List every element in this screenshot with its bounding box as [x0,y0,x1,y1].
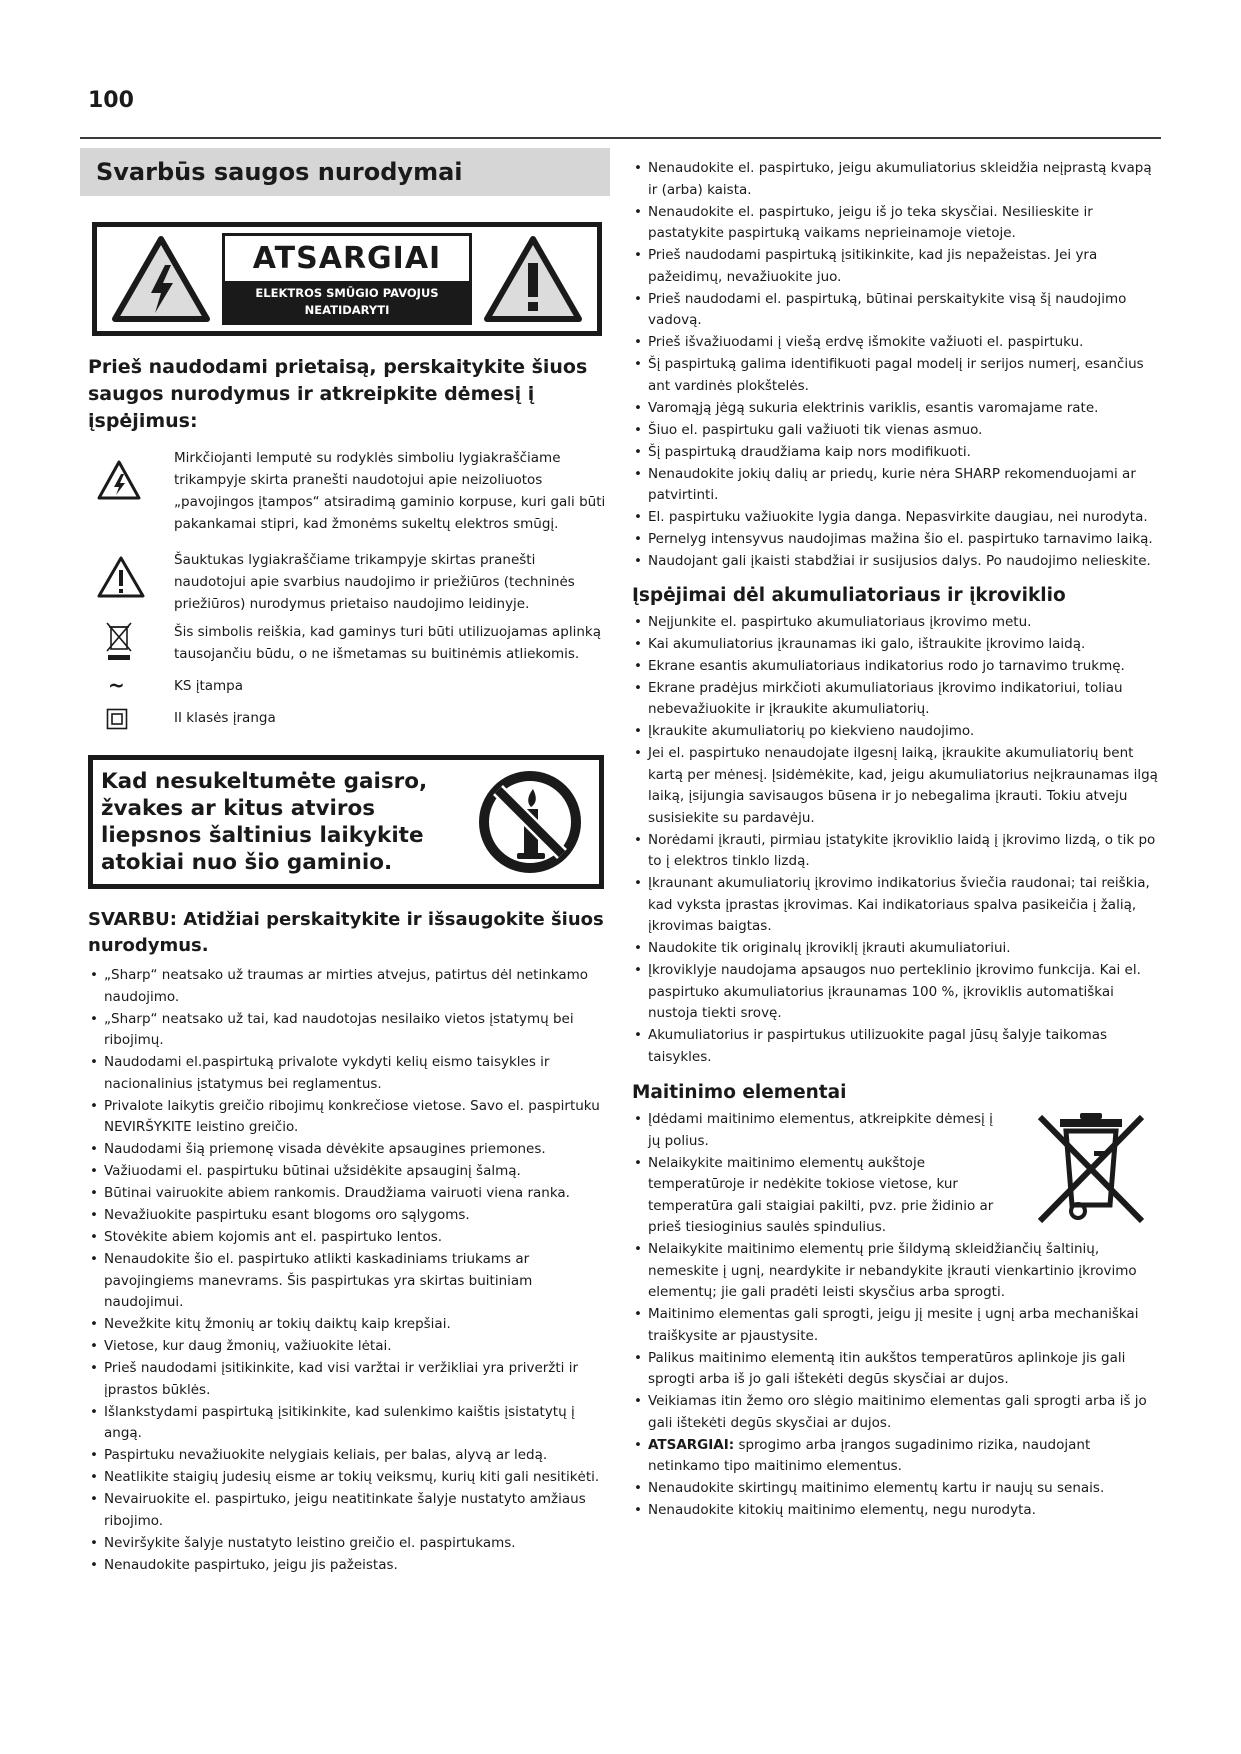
list-item: • Būtinai vairuokite abiem rankomis. Draudžiama vairuoti viena ranka. [88,1183,610,1205]
list-item: • Neatlikite staigių judesių eisme ar tokių veiksmų, kurių kiti gali nesitikėti. [88,1467,610,1489]
crossed-bin-icon [1032,1109,1150,1229]
list-item: • Norėdami įkrauti, pirmiau įstatykite įkroviklio laidą į įkrovimo lizdą, o tik po to į elektros tinklo lizdą. [632,830,1160,873]
list-item: • Palikus maitinimo elementą itin aukštos temperatūros aplinkoje jis gali sprogti arba iš jo gali ištekėti degūs skysčiai ar dujos. [632,1348,1160,1391]
list-item: • Išlankstydami paspirtuką įsitikinkite, kad sulenkimo kaištis įsistatytų į angą. [88,1402,610,1445]
symbol-description: II klasės įranga [174,710,276,726]
list-item: • Nenaudokite paspirtuko, jeigu jis pažeistas. [88,1555,610,1577]
lightning-triangle-icon [96,459,142,501]
symbol-description: KS įtampa [174,678,244,694]
fire-warning-line: žvakes ar kitus atviros [101,796,376,821]
list-item: • „Sharp“ neatsako už traumas ar mirties atvejus, patirtus dėl netinkamo naudojimo. [88,965,610,1008]
list-item: • Nevežkite kitų žmonių ar tokių daiktų kaip krepšiai. [88,1314,610,1336]
caution-subtitle [225,281,469,322]
list-item: • Nenaudokite skirtingų maitinimo elementų kartu ir naujų su senais. [632,1478,1160,1500]
crossed-bin-icon [104,621,134,663]
list-item: • Neviršykite šalyje nustatyto leistino greičio el. paspirtukams. [88,1533,610,1555]
list-item: • El. paspirtuku važiuokite lygia danga. Nepasvirkite daugiau, nei nurodyta. [632,507,1160,529]
list-item: • Prieš naudodami paspirtuką įsitikinkite, kad jis nepažeistas. Jei yra pažeidimų, nevažiuokite juo. [632,245,1160,288]
title-bar [80,148,610,196]
list-item: • Nelaikykite maitinimo elementų prie šildymą skleidžiančių šaltinių, nemeskite į ugnį, neardykite ir nebandykite įkrauti vienkartinio įkrovimo elementų; jie gali pradėti leisti skysčius arba sprogti. [632,1239,1160,1304]
warning-label: ATSARGIAI: [648,1436,735,1453]
header-rule [80,137,1161,139]
cells-section-heading: Maitinimo elementai [632,1082,847,1103]
safety-list [88,965,610,1576]
list-item: • Važiuodami el. paspirtuku būtinai užsidėkite apsauginį šalmą. [88,1161,610,1183]
symbol-row [88,549,610,615]
list-item: • Vietose, kur daug žmonių, važiuokite lėtai. [88,1336,610,1358]
list-item: • Stovėkite abiem kojomis ant el. paspirtuko lentos. [88,1227,610,1249]
list-item: • Akumuliatorius ir paspirtukus utilizuokite pagal jūsų šalyje taikomas taisykles. [632,1025,1160,1068]
exclamation-triangle-icon [96,555,146,599]
list-item: • Įkraukite akumuliatorių po kiekvieno naudojimo. [632,721,1160,743]
symbol-description: Šauktukas lygiakraščiame trikampyje skirtas pranešti naudotojui apie svarbius naudojimo ir priežiūros (techninės priežiūros) nurodymus prietaiso naudojimo leidinyje. [174,552,575,612]
caution-label [92,222,602,336]
fire-warning-line: atokiai nuo šio gaminio. [101,850,393,875]
exclamation-warning-icon [483,235,583,323]
list-item: • Varomąją jėgą sukuria elektrinis variklis, esantis varomajame rate. [632,398,1160,420]
fire-warning-line: liepsnos šaltinius laikykite [101,823,424,848]
caution-line-2: NEATIDARYTI [304,302,390,317]
list-item: • Prieš naudodami el. paspirtuką, būtinai perskaitykite visą šį naudojimo vadovą. [632,289,1160,332]
right-column [632,158,1160,1522]
fire-warning-text [101,768,427,876]
battery-list [632,612,1160,1069]
list-item: • Maitinimo elementas gali sprogti, jeigu jį mesite į ugnį arba mechaniškai traiškysite ar pjaustysite. [632,1304,1160,1347]
list-item: • Šiuo el. paspirtuku gali važiuoti tik vienas asmuo. [632,420,1160,442]
list-item: • Privalote laikytis greičio ribojimų konkrečiose vietose. Savo el. paspirtuku NEVIRŠYKITE leistino greičio. [88,1096,610,1139]
page-number: 100 [88,88,134,113]
battery-section-heading: Įspėjimai dėl akumuliatoriaus ir įkroviklio [632,584,1066,606]
list-item: • Naudojant gali įkaisti stabdžiai ir susijusios dalys. Po naudojimo nelieskite. [632,551,1160,573]
fire-warning-line: Kad nesukeltumėte gaisro, [101,769,428,794]
symbol-description: Mirkčiojanti lemputė su rodyklės simboliu lygiakraščiame trikampyje skirta pranešti naudotojui apie neizoliuotos „pavojingos įtampos“ atsiradimą gaminio korpuse, kuri gali būti pakankamai stipri, kad žmonėms sukeltų elektros smūgį. [174,450,606,532]
list-item: • „Sharp“ neatsako už tai, kad naudotojas nesilaiko vietos įstatymų bei ribojimų. [88,1009,610,1052]
page-title: Svarbūs saugos nurodymai [96,158,463,186]
lightning-warning-icon [111,235,211,323]
list-item: • Nevažiuokite paspirtuku esant blogoms oro sąlygoms. [88,1205,610,1227]
symbol-row [88,675,610,697]
ac-tilde-icon: ~ [108,673,125,697]
list-item: • Naudodami el.paspirtuką privalote vykdyti kelių eismo taisykles ir nacionalinius įstatymus bei reglamentus. [88,1052,610,1095]
list-item: • Paspirtuku nevažiuokite nelygiais keliais, per balas, alyvą ar ledą. [88,1445,610,1467]
safety-list-continued [632,158,1160,573]
list-item: • Šį paspirtuką galima identifikuoti pagal modelį ir serijos numerį, esančius ant vardinės plokštelės. [632,354,1160,397]
list-item: • Įkraunant akumuliatorių įkrovimo indikatorius šviečia raudonai; tai reiškia, kad vyksta įprastas įkrovimas. Kai indikatoriaus spalva pasikeičia į žalią, įkrovimas baigtas. [632,873,1160,938]
list-item: • Naudokite tik originalų įkroviklį įkrauti akumuliatoriui. [632,938,1160,960]
list-item: • Prieš išvažiuodami į viešą erdvę išmokite važiuoti el. paspirtuku. [632,332,1160,354]
symbol-description: Šis simbolis reiškia, kad gaminys turi būti utilizuojamas aplinką tausojančiu būdu, o ne išmetamas su buitinėmis atliekomis. [174,624,601,662]
list-item: • Įdėdami maitinimo elementus, atkreipkite dėmesį į jų polius. [632,1109,998,1152]
intro-heading: Prieš naudodami prietaisą, perskaitykite šiuos saugos nurodymus ir atkreipkite dėmesį į įspėjimus: [88,356,588,432]
list-item: • Nelaikykite maitinimo elementų aukštoje temperatūroje ir nedėkite tokiose vietose, kur temperatūra gali staigiai pakilti, pvz. prie židinio ar prieš tiesioginius saulės spindulius. [632,1153,998,1239]
list-item: • Nenaudokite el. paspirtuko, jeigu iš jo teka skysčiai. Nesilieskite ir pastatykite paspirtuką vaikams neprieinamoje vietoje. [632,202,1160,245]
caution-panel [222,233,472,325]
symbol-row [88,707,610,729]
caution-line-1: ELEKTROS SMŪGIO PAVOJUS [255,285,439,300]
symbol-row [88,447,610,535]
list-item: • Nenaudokite kitokių maitinimo elementų, negu nurodyta. [632,1500,1160,1522]
list-item: • Veikiamas itin žemo oro slėgio maitinimo elementas gali sprogti arba iš jo gali ištekėti degūs skysčiai ar dujos. [632,1391,1160,1434]
list-item-warning [632,1435,1160,1478]
list-item: • Kai akumuliatorius įkraunamas iki galo, ištraukite įkrovimo laidą. [632,634,1160,656]
important-heading: SVARBU: Atidžiai perskaitykite ir išsaugokite šiuos nurodymus. [88,909,604,956]
list-item: • Nenaudokite šio el. paspirtuko atlikti kaskadiniams triukams ar pavojingiems manevrams. Šis paspirtukas yra skirtas buitiniam naudojimui. [88,1249,610,1314]
list-item: • Šį paspirtuką draudžiama kaip nors modifikuoti. [632,442,1160,464]
list-item: • Nevairuokite el. paspirtuko, jeigu neatitinkate šalyje nustatyto amžiaus ribojimo. [88,1489,610,1532]
list-item: • Jei el. paspirtuko nenaudojate ilgesnį laiką, įkraukite akumuliatorių bent kartą per mėnesį. Įsidėmėkite, kad, jeigu akumuliatorius neįkraunamas ilgą laiką, įsijungia savisaugos būsena ir jo nebegalima įkrauti. Tokiu atveju susisiekite su pardavėju. [632,743,1160,829]
class-ii-icon [106,708,128,730]
list-item: • Prieš naudodami įsitikinkite, kad visi varžtai ir veržikliai yra priveržti ir įprastos būklės. [88,1358,610,1401]
list-item: • Pernelyg intensyvus naudojimas mažina šio el. paspirtuko tarnavimo laiką. [632,529,1160,551]
warning-text: sprogimo arba įrangos sugadinimo rizika, naudojant netinkamo tipo maitinimo elementus. [648,1436,1091,1474]
no-candle-icon [475,767,585,877]
list-item: • Įkroviklyje naudojama apsaugos nuo perteklinio įkrovimo funkcija. Kai el. paspirtuko akumuliatorius įkraunamas 100 %, įkroviklis automatiškai nustoja tiekti srovę. [632,960,1160,1025]
list-item: • Naudodami šią priemonę visada dėvėkite apsaugines priemones. [88,1139,610,1161]
caution-title: ATSARGIAI [252,241,442,276]
fire-warning-box [88,755,604,889]
cells-section [632,1109,1160,1522]
list-item: • Ekrane esantis akumuliatoriaus indikatorius rodo jo tarnavimo trukmę. [632,656,1160,678]
list-item: • Neįjunkite el. paspirtuko akumuliatoriaus įkrovimo metu. [632,612,1160,634]
list-item: • Nenaudokite el. paspirtuko, jeigu akumuliatorius skleidžia neįprastą kvapą ir (arba) kaista. [632,158,1160,201]
list-item: • Ekrane pradėjus mirkčioti akumuliatoriaus įkrovimo indikatoriui, toliau nebevažiuokite ir įkraukite akumuliatorių. [632,678,1160,721]
symbol-row [88,621,610,665]
left-column [80,148,610,1577]
list-item: • Nenaudokite jokių dalių ar priedų, kurie nėra SHARP rekomenduojami ar patvirtinti. [632,464,1160,507]
